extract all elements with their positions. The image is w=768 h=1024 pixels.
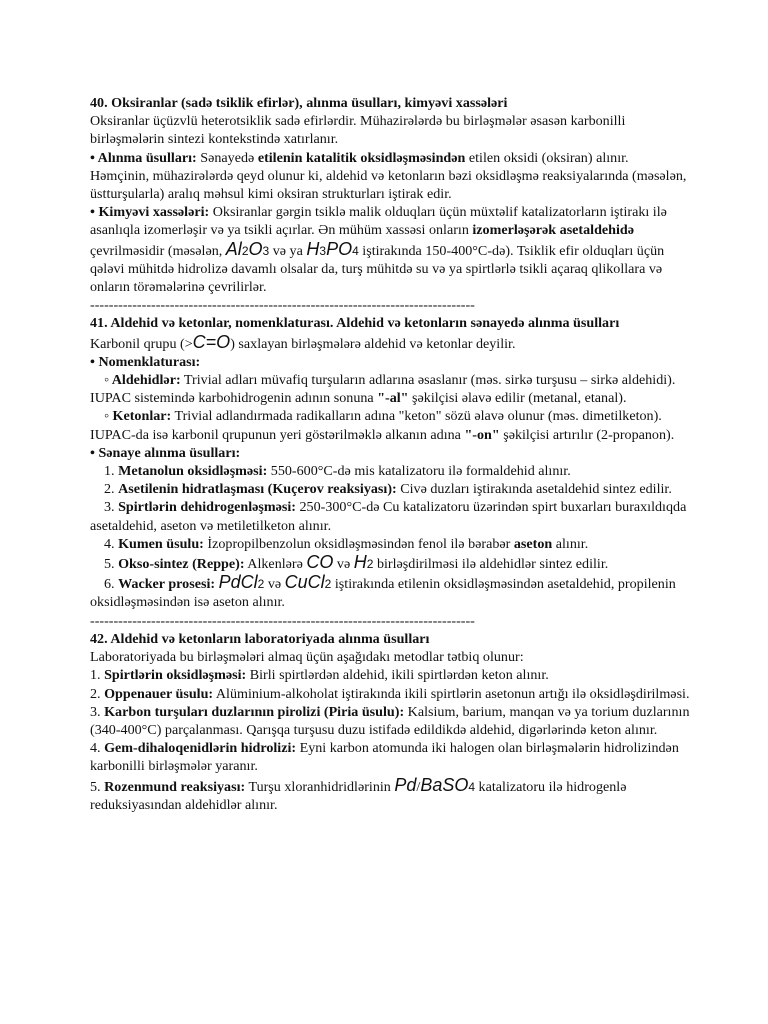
text: Birli spirtlərdən aldehid, ikili spirtlərdən keton alınır. [246,667,549,684]
sub-bullet-label: ◦ Ketonlar: [104,408,172,425]
list-label: Karbon turşuları duzlarının pirolizi (Piria üsulu): [104,703,405,720]
list-item [90,776,690,814]
list-number: 4. [90,740,105,757]
section-40-bullet-preparation [90,149,690,204]
bullet-label: • Sənaye alınma üsulları: [90,444,241,461]
text: Turşu xloranhidridlərinin [245,778,395,795]
bold-text: etilenin katalitik oksidləşməsindən [257,149,466,166]
separator-line: ---------------------------------------------------------------------------------- [90,297,475,314]
bold-text: aseton [513,535,553,552]
text: katalizatoru ilə hidrogenlə reduksiyasından aldehidlər alınır. [90,778,627,813]
formula-h: H [306,238,320,259]
bullet-label: • Alınma üsulları: [90,149,197,166]
list-number: 2. [90,685,105,702]
text: Civə duzları iştirakında asetaldehid sintez edilir. [396,481,672,498]
bullet-label: • Nomenklaturası: [90,353,201,370]
text: Trivial adlandırmada radikalların adına "keton" sözü əlavə olunur (məs. dimetilketon). IUPAC-da isə karbonil qrupunun yeri göstərilməklə alkanın adına [90,408,662,443]
text: şəkilçisi əlavə edilir (metanal, etanal). [408,390,627,407]
list-item [90,739,690,775]
text: Sənayedə [196,149,258,166]
text: şəkilçisi artırılır (2-propanon). [499,426,675,443]
text: ) saxlayan birləşmələrə aldehid və ketonlar deyilir. [230,335,516,352]
list-label: Gem-dihaloqenidlərin hidrolizi: [104,740,297,757]
list-label: Rozenmund reaksiyası: [104,778,246,795]
formula-digit: 2 [257,577,265,592]
formula-co: CO [306,552,334,573]
list-number: 3. [90,703,105,720]
section-42-intro: Laboratoriyada bu birləşmələri almaq üçün aşağıdakı metodlar tətbiq olunur: [90,649,524,666]
text: alınır. [552,535,589,552]
section-41-intro [90,333,690,353]
list-item [90,703,690,739]
text: və [333,556,354,573]
text: 250-300°C-də Cu katalizatoru üzərindən spirt buxarları buraxıldıqda asetaldehid, aseton və metiletilketon alınır. [90,499,687,534]
formula-h: H [353,552,367,573]
text: çevrilməsidir (məsələn, [90,242,226,259]
list-label: Oppenauer üsulu: [104,685,214,702]
list-item [90,462,690,480]
list-number: 5. [104,556,119,573]
formula-digit: 3 [319,243,327,258]
bold-text: "-on" [464,426,500,443]
list-item [90,480,690,498]
list-item [90,666,690,684]
list-item [90,535,690,553]
section-40-bullet-properties [90,203,690,296]
formula-o: O [248,238,263,259]
list-number: 1. [104,463,119,480]
formula-digit: 2 [366,557,374,572]
heading-text: 40. Oksiranlar (sadə tsiklik efirlər), alınma üsulları, kimyəvi xassələri [90,95,508,111]
list-label: Okso-sintez (Reppe): [118,556,245,573]
list-label: Asetilenin hidratlaşması (Kuçerov reaksiyası): [118,481,397,498]
text: Eyni karbon atomunda iki halogen olan birləşmələrin hidrolizindən karbonilli birləşmələr yaranır. [90,740,679,775]
formula-digit: 4 [468,779,476,794]
list-number: 6. [104,576,119,593]
list-item [90,685,690,703]
nomenclature-ketones [90,407,690,443]
list-label: Spirtlərin dehidrogenləşməsi: [118,499,296,516]
industrial-methods-label [90,444,690,462]
list-number: 3. [104,499,119,516]
text: iştirakında 150-400°C-də). Tsiklik efir olduqları üçün qələvi mühitdə hidrolizə davamlı olsalar da, turş mühitdə su və ya spirtlərlə tsikli açaraq qlikollara və onların törəmələrinə çevrilirlər. [90,242,665,296]
text: Trivial adları müvafiq turşuların adlarına əsaslanır (məs. sirkə turşusu – sirkə aldehidi). IUPAC sistemində karbohidrogenin adının sonuna [90,372,676,407]
document-page [90,94,690,814]
section-41-title [90,314,690,332]
text: 550-600°C-də mis katalizatoru ilə formaldehid alınır. [267,463,571,480]
list-number: 4. [104,535,119,552]
formula-al: Al [225,238,242,259]
section-40-title [90,94,690,112]
separator-line: ---------------------------------------------------------------------------------- [90,612,475,629]
nomenclature-aldehydes [90,371,690,407]
text: Alüminium-alkoholat iştirakında ikili spirtlərin asetonun artığı ilə oksidləşdirilməsi. [213,685,690,702]
bold-text: "-al" [377,390,409,407]
text: Oksiranlar gərgin tsiklə malik olduqları üçün müxtəlif katalizatorların iştirakı ilə asanlıqla izomerləşir və ya tsikli açırlar. Ən mühüm xassəsi onların [90,204,667,239]
text: / [416,778,421,795]
list-item [90,573,690,611]
text: İzopropilbenzolun oksidləşməsindən fenol ilə bərabər [203,535,514,552]
text: etilen oksidi (oksiran) alınır. Həmçinin, mühazirələrdə qeyd olunur ki, aldehid və ketonların bəzi oksidləşmə reaksiyalarında (məsələn, üstturşularla) aralıq məhsul kimi oksiran strukturları iştirak edir. [90,149,687,203]
list-number: 2. [104,481,119,498]
section-40-intro: Oksiranlar üçüzvlü heterotsiklik sadə efirlərdir. Mühazirələrdə bu birləşmələr əsasən karbonilli birləşmələrin sintezi kontekstində xatırlanır. [90,113,626,148]
list-label: Wacker prosesi: [118,576,216,593]
list-label: Metanolun oksidləşməsi: [118,463,268,480]
formula-po: PO [326,238,353,259]
list-label: Kumen üsulu: [118,535,204,552]
sub-bullet-label: ◦ Aldehidlər: [104,372,181,389]
formula-digit: 2 [241,243,249,258]
section-42-title [90,630,690,648]
text: Kalsium, barium, manqan və ya torium duzlarının (340-400°C) parçalanması. Qarışqa turşusu duzu istifadə edildikdə aldehid, digərlərində keton alınır. [90,703,690,738]
bold-text: izomerləşərək asetaldehidə [472,222,635,239]
text: və [264,576,285,593]
list-label: Spirtlərin oksidləşməsi: [104,667,247,684]
text: Alkenlərə [244,556,307,573]
formula-digit: 4 [352,243,359,258]
formula-pd: Pd [394,774,417,795]
nomenclature-label [90,353,690,371]
heading-text: 41. Aldehid və ketonlar, nomenklaturası. Aldehid və ketonların sənayedə alınma üsulları [90,315,620,332]
list-number: 1. [90,667,105,684]
formula-digit: 3 [262,243,270,258]
list-item [90,498,690,534]
list-item [90,553,690,573]
formula-carbonyl: C=O [192,331,231,352]
text: Karbonil qrupu (> [90,335,193,352]
bullet-label: • Kimyəvi xassələri: [90,204,210,221]
text: iştirakında etilenin oksidləşməsindən asetaldehid, propilenin oksidləşməsindən isə aseton alınır. [90,576,676,611]
text: birləşdirilməsi ilə aldehidlər sintez edilir. [373,556,609,573]
formula-cucl: CuCl [284,572,325,593]
formula-pdcl: PdCl [218,572,258,593]
text: və ya [269,242,307,259]
heading-text: 42. Aldehid və ketonların laboratoriyada alınma üsulları [90,630,430,647]
formula-baso: BaSO [420,774,469,795]
formula-digit: 2 [324,577,332,592]
list-number: 5. [90,778,105,795]
